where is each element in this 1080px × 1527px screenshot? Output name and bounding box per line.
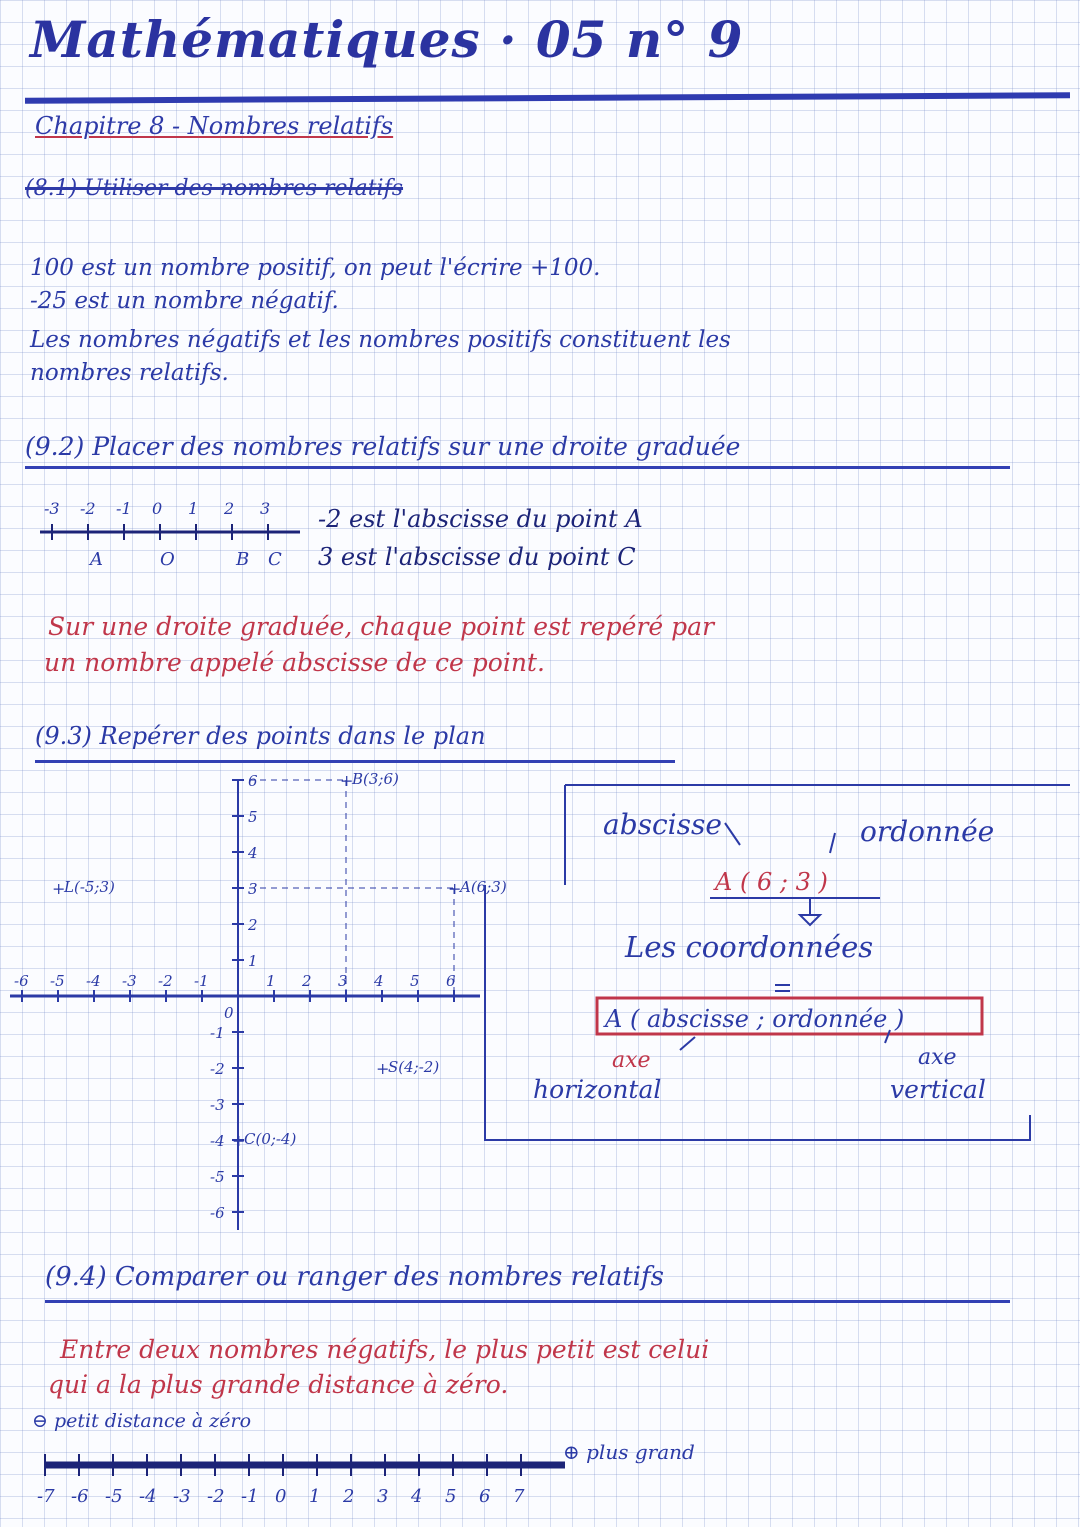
point-marker: +	[52, 879, 66, 898]
s4-tick-label: 5	[445, 1486, 457, 1507]
x-tick-label: 6	[446, 972, 456, 990]
x-tick-label: -3	[122, 972, 137, 990]
section-3-underline	[35, 760, 675, 763]
s4-tick-label: 1	[309, 1486, 321, 1507]
box-abscisse: abscisse	[603, 808, 722, 841]
y-tick-label: -2	[210, 1060, 225, 1078]
section-1-heading: (8.1) Utiliser des nombres relatifs	[25, 176, 404, 201]
s1-line-2: -25 est un nombre négatif.	[30, 288, 339, 314]
y-tick-label: -6	[210, 1204, 225, 1222]
box-axe-1: axe	[612, 1048, 651, 1073]
chapter-title: Chapitre 8 - Nombres relatifs	[35, 112, 394, 140]
s4-tick-label: -2	[207, 1486, 225, 1507]
s4-line-2: qui a la plus grande distance à zéro.	[48, 1370, 509, 1399]
box-example: A ( 6 ; 3 )	[715, 868, 828, 896]
number-line-s2	[30, 490, 310, 570]
x-tick-label: -2	[158, 972, 173, 990]
y-tick-label: -3	[210, 1096, 225, 1114]
point-marker: +	[376, 1059, 390, 1078]
s2-tick-label: 0	[152, 499, 163, 518]
s4-tick-label: 0	[275, 1486, 287, 1507]
y-tick-label: 5	[248, 808, 258, 826]
s4-tick-label: 6	[479, 1486, 491, 1507]
point-label: C(0;-4)	[244, 1130, 297, 1148]
s1-line-4: nombres relatifs.	[30, 360, 229, 386]
section-4-heading: (9.4) Comparer ou ranger des nombres relatifs	[45, 1262, 664, 1292]
y-tick-label: -1	[210, 1024, 225, 1042]
s2-tick-label: -2	[80, 499, 96, 518]
coordinate-plane	[0, 770, 507, 1240]
s4-tick-label: 3	[377, 1486, 389, 1507]
s4-plus-note: ⊕ plus grand	[563, 1440, 695, 1464]
s2-note-2: 3 est l'abscisse du point C	[318, 543, 636, 571]
x-tick-label: 2	[302, 972, 312, 990]
title-underline	[25, 92, 1070, 103]
x-tick-label: -6	[14, 972, 29, 990]
x-tick-label: 3	[338, 972, 348, 990]
point-label: B(3;6)	[352, 770, 399, 788]
x-tick-label: 4	[374, 972, 384, 990]
section-2-heading: (9.2) Placer des nombres relatifs sur une droite graduée	[25, 432, 741, 461]
box-coordonnees: Les coordonnées	[625, 930, 874, 964]
y-tick-label: 3	[248, 880, 258, 898]
s2-rule-2: un nombre appelé abscisse de ce point.	[44, 648, 545, 677]
s4-plus-note-text: plus grand	[586, 1440, 695, 1464]
y-tick-label: 2	[248, 916, 258, 934]
y-tick-label: 1	[248, 952, 258, 970]
s1-line-1: 100 est un nombre positif, on peut l'écrire +100.	[30, 255, 601, 281]
y-tick-label: 6	[248, 772, 258, 790]
section-4-underline	[45, 1300, 1010, 1303]
s4-tick-label: 4	[411, 1486, 423, 1507]
y-tick-label: -5	[210, 1168, 225, 1186]
s4-tick-label: -3	[173, 1486, 191, 1507]
s4-minus-note: ⊖ petit distance à zéro	[32, 1410, 252, 1432]
s2-tick-label: -1	[116, 499, 132, 518]
s2-tick-label: 1	[188, 499, 199, 518]
s4-tick-label: -1	[241, 1486, 259, 1507]
s2-note-1: -2 est l'abscisse du point A	[318, 505, 643, 533]
s2-rule-1: Sur une droite graduée, chaque point est repéré par	[48, 612, 715, 641]
x-tick-label: 1	[266, 972, 276, 990]
s2-point-B: B	[236, 549, 250, 570]
s4-tick-label: -7	[37, 1486, 55, 1507]
x-tick-label: -5	[50, 972, 65, 990]
box-formula: A ( abscisse ; ordonnée )	[605, 1005, 905, 1033]
section-3-heading: (9.3) Repérer des points dans le plan	[35, 722, 486, 750]
s4-tick-label: -4	[139, 1486, 157, 1507]
s4-tick-label: 2	[343, 1486, 355, 1507]
point-marker: +	[448, 879, 462, 898]
x-tick-label: -1	[194, 972, 209, 990]
s2-tick-label: 2	[224, 499, 235, 518]
point-marker: +	[340, 771, 354, 790]
s2-tick-label: -3	[44, 499, 60, 518]
s2-point-O: O	[160, 549, 175, 570]
box-vertical: vertical	[890, 1075, 986, 1104]
y-tick-label: -4	[210, 1132, 225, 1150]
point-label: L(-5;3)	[64, 878, 115, 896]
s4-minus-note-text: petit distance à zéro	[53, 1410, 252, 1432]
s1-line-3: Les nombres négatifs et les nombres positifs constituent les	[30, 327, 731, 353]
section-2-underline	[25, 466, 1010, 469]
box-axe-2: axe	[918, 1045, 957, 1070]
point-label: A(6;3)	[460, 878, 507, 896]
s4-tick-label: -5	[105, 1486, 123, 1507]
s2-point-C: C	[268, 549, 282, 570]
s4-tick-label: -6	[71, 1486, 89, 1507]
point-marker: +	[232, 1131, 246, 1150]
x-tick-label: -4	[86, 972, 101, 990]
origin-label: 0	[224, 1004, 234, 1022]
s4-tick-label: 7	[513, 1486, 525, 1507]
number-line-s4	[25, 1440, 575, 1520]
box-ordonnee: ordonnée	[860, 815, 995, 848]
page-title: Mathématiques · 05 n° 9	[30, 10, 744, 69]
s2-tick-label: 3	[260, 499, 271, 518]
box-horizontal: horizontal	[533, 1075, 662, 1104]
s4-line-1: Entre deux nombres négatifs, le plus petit est celui	[60, 1335, 710, 1364]
point-label: S(4;-2)	[388, 1058, 440, 1076]
x-tick-label: 5	[410, 972, 420, 990]
y-tick-label: 4	[248, 844, 258, 862]
s2-point-A: A	[90, 549, 103, 570]
